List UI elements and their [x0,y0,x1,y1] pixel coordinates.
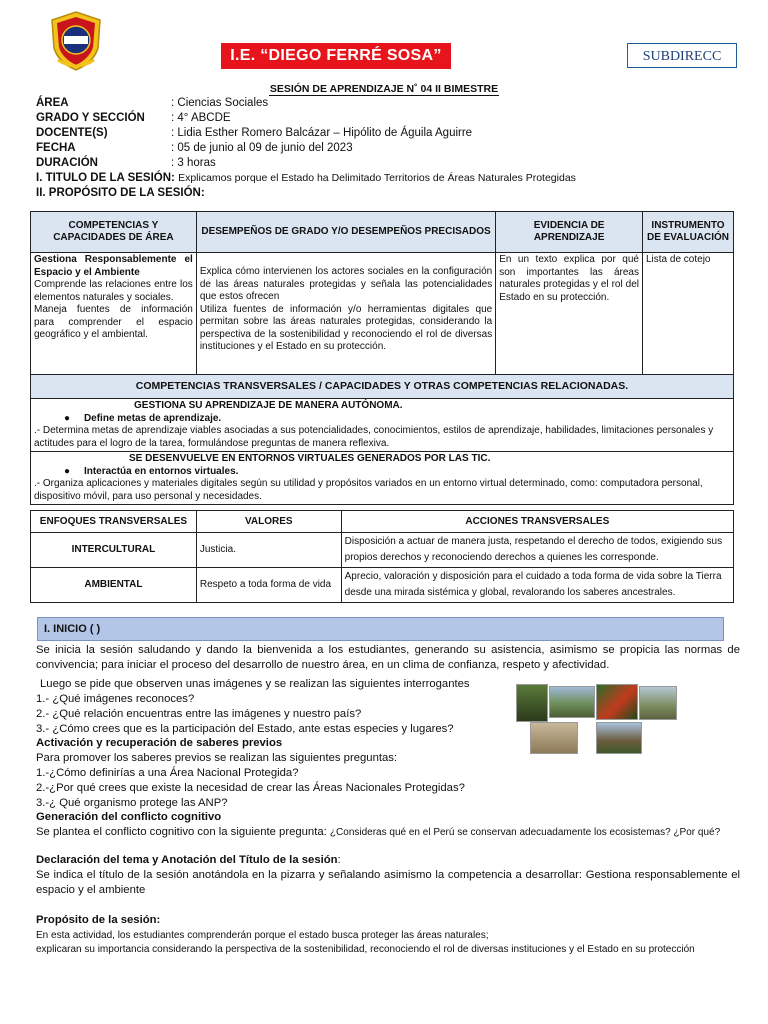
enfoques-table [30,510,734,603]
school-name-banner: I.E. “DIEGO FERRÉ SOSA” [221,43,451,69]
declaracion-heading: Declaración del tema y Anotación del Título de la sesión: [36,854,341,866]
conflicto-text: Se plantea el conflicto cognitivo con la siguiente pregunta: ¿Consideras qué en el Perú se conservan adecuadamente los ecosistemas? ¿Por qué? [36,826,721,838]
info-duracion: DURACIÓN : 3 horas [36,157,216,169]
prior-question-2: 2.-¿Por qué crees que existe la necesidad de crear las Áreas Nacionales Protegidas? [36,782,465,794]
question-3: 3.- ¿Cómo crees que es la participación del Estado, ante estas especies y lugares? [36,723,454,735]
instrumento-cell: Lista de cotejo [643,253,734,375]
prior-question-3: 3.-¿ Qué organismo protege las ANP? [36,797,228,809]
vicuna-image [530,722,578,754]
activacion-intro: Para promover los saberes previos se realizan las siguientes preguntas: [36,752,398,764]
subdirecc-box: SUBDIRECC [627,43,737,68]
valley-image [596,722,642,754]
inicio-intro: Se inicia la sesión saludando y dando la bienvenida a los estudiantes, generando su asistencia, asimismo se propicia las normas de convivencia; para iniciar el proceso del desarrollo de nuestro área, en un clima de confianza, respeto y afectividad. [36,644,740,671]
info-area: ÁREA : Ciencias Sociales [36,97,269,109]
conflicto-heading: Generación del conflicto cognitivo [36,811,222,823]
question-2: 2.- ¿Qué relación encuentras entre las imágenes y nuestro país? [36,708,362,720]
competencia-cell: Gestiona Responsablemente el Espacio y el Ambiente Comprende las relaciones entre los elementos naturales y sociales. Maneja fuentes de información para comprender el espacio geográfico y el ambiental. [31,253,197,375]
images-prompt: Luego se pide que observen unas imágenes y se realizan las siguientes interrogantes [40,678,470,690]
ecosystem-images [516,684,676,754]
activacion-heading: Activación y recuperación de saberes previos [36,737,283,749]
col-evidencia: EVIDENCIA DE APRENDIZAJE [496,212,643,253]
inicio-heading: I. INICIO ( ) [37,617,724,641]
info-grado: GRADO Y SECCIÓN : 4° ABCDE [36,112,231,124]
competencias-table [30,211,734,505]
bird-image [596,684,638,720]
question-1: 1.- ¿Qué imágenes reconoces? [36,693,195,705]
table-row: AMBIENTAL Respeto a toda forma de vida Aprecio, valoración y disposición para el cuidado a toda forma de vida sobre la Tierra desde una mirada sistémica y global, revalorando los saberes ancestrales. [31,568,734,603]
col-valores: VALORES [196,511,341,533]
col-enfoques: ENFOQUES TRANSVERSALES [31,511,197,533]
col-instrumento: INSTRUMENTO DE EVALUACIÓN [643,212,734,253]
transversal-autonoma: GESTIONA SU APRENDIZAJE DE MANERA AUTÓNOMA. ● Define metas de aprendizaje. .- Determina metas de aprendizaje viables asociadas a sus potencialidades, conocimientos, estilos de aprendizaje, habilidades, limitaciones personales y actitudes para el logro de la tarea, formulándose preguntas de manera reflexiva. [31,399,734,452]
info-fecha: FECHA : 05 de junio al 09 de junio del 2023 [36,142,353,154]
proposito-heading: II. PROPÓSITO DE LA SESIÓN: [36,187,205,199]
mountain-image [549,686,595,718]
col-desempenos: DESEMPEÑOS DE GRADO Y/O DESEMPEÑOS PRECISADOS [196,212,495,253]
declaracion-text: Se indica el título de la sesión anotándola en la pizarra y señalando asimismo la competencia a desarrollar: Gestiona responsablemente el espacio y el ambiente [36,869,740,896]
session-titulo: I. TITULO DE LA SESIÓN: Explicamos porque el Estado ha Delimitado Territorios de Áreas Naturales Protegidas [36,172,576,184]
session-title: SESIÓN DE APRENDIZAJE N˚ 04 II BIMESTRE [269,83,499,95]
proposito-sesion-heading: Propósito de la sesión: [36,914,161,926]
ruins-image [639,686,677,720]
proposito-line-1: En esta actividad, los estudiantes comprenderán porque el estado busca proteger las áreas naturales; [36,930,489,941]
col-acciones: ACCIONES TRANSVERSALES [341,511,733,533]
transversal-tic: SE DESENVUELVE EN ENTORNOS VIRTUALES GENERADOS POR LAS TIC. ● Interactúa en entornos virtuales. .- Organiza aplicaciones y materiales digitales según su utilidad y propósitos variados en un entorno virtual determinado, como: computadora personal, dispositivo móvil, para uso personal y necesidades. [31,452,734,505]
transversales-band: COMPETENCIAS TRANSVERSALES / CAPACIDADES Y OTRAS COMPETENCIAS RELACIONADAS. [31,375,734,399]
evidencia-cell: En un texto explica por qué son importantes las áreas naturales protegidas y el rol del Estado en su protección. [496,253,643,375]
table-row: INTERCULTURAL Justicia. Disposición a actuar de manera justa, respetando el derecho de todos, exigiendo sus propios derechos y reconociendo derechos a quienes les corresponde. [31,533,734,568]
info-docente: DOCENTE(S) : Lidia Esther Romero Balcázar – Hipólito de Águila Aguirre [36,127,473,139]
school-logo [48,10,104,72]
bear-image [516,684,548,722]
proposito-line-2: explicaran su importancia considerando la perspectiva de la sostenibilidad, reconociendo el rol de diversas instituciones y el Estado en su protección [36,944,695,955]
prior-question-1: 1.-¿Cómo definirías a una Área Nacional Protegida? [36,767,299,779]
col-competencias: COMPETENCIAS Y CAPACIDADES DE ÁREA [31,212,197,253]
desempeno-cell: Explica cómo intervienen los actores sociales en la configuración de las áreas naturales protegidas y señala las potencialidades que estos ofrecen Utiliza fuentes de información y/o herramientas digitales que permitan sobre las áreas naturales protegidas, considerando la perspectiva de la sostenibilidad y reconociendo el rol de diversas instituciones y el Estado en su protección. [196,253,495,375]
